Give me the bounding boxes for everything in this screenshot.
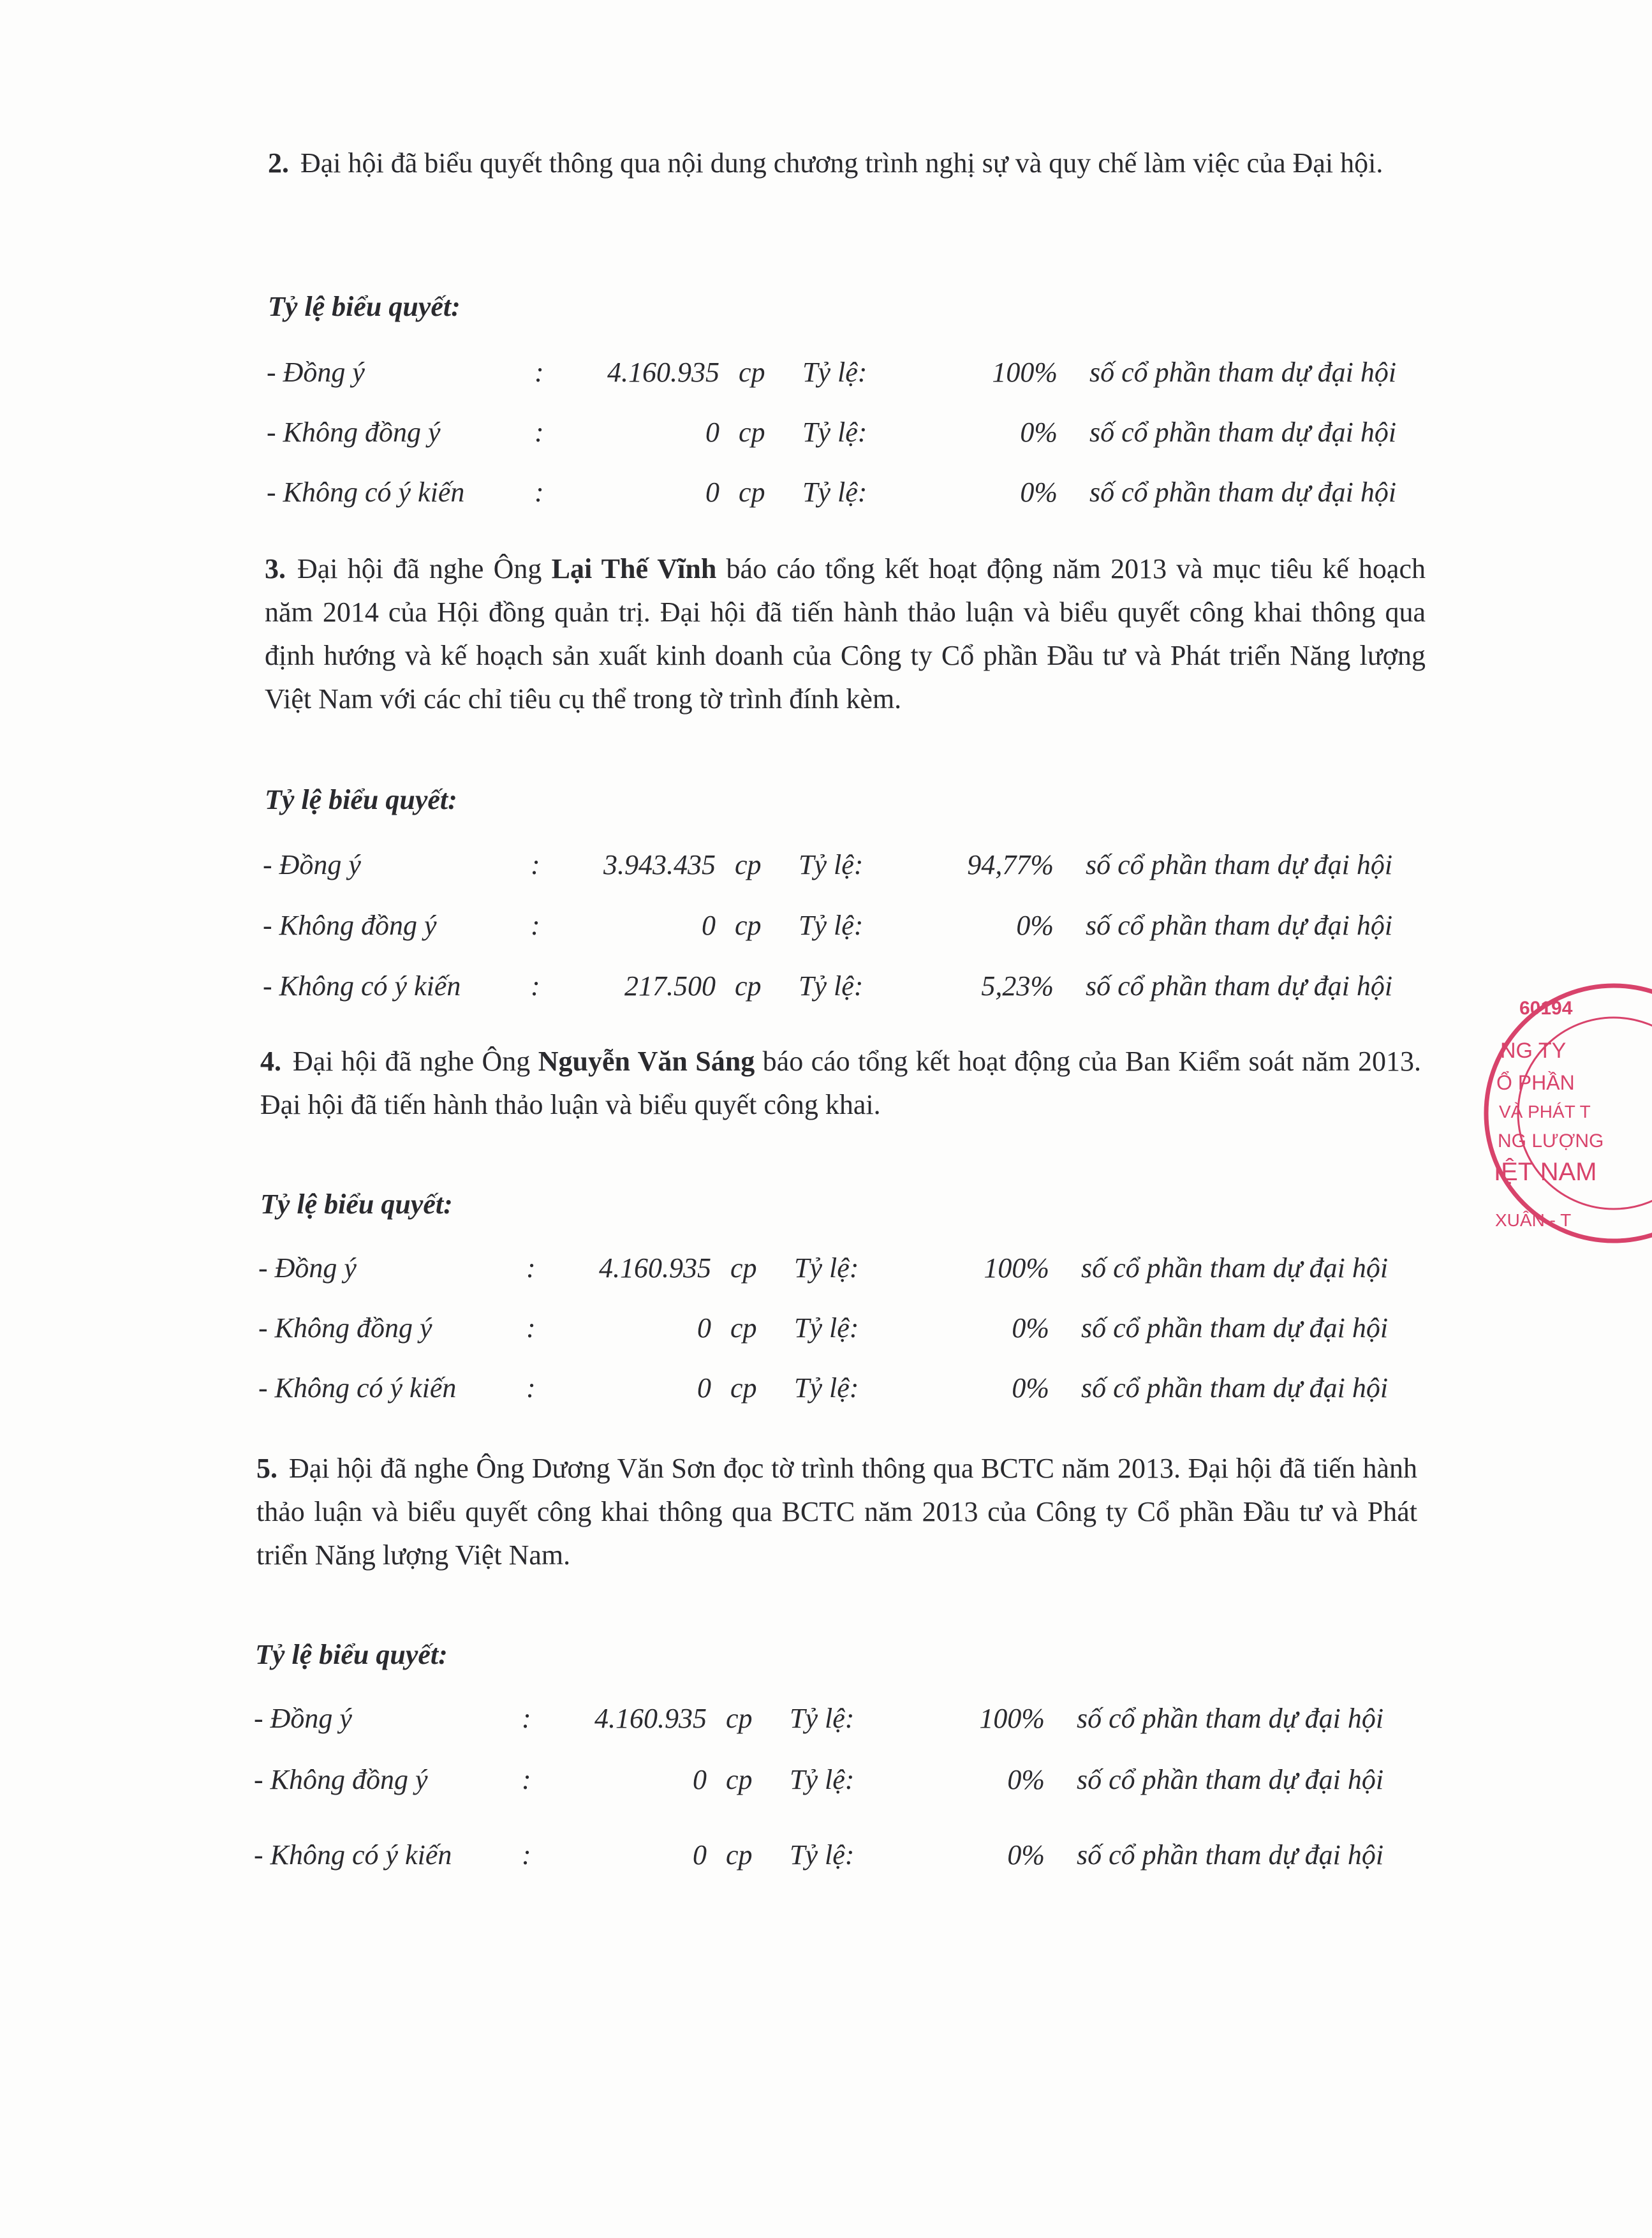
- ratio-value: 5,23%: [981, 970, 1054, 1002]
- svg-text:60194: 60194: [1519, 998, 1573, 1019]
- ratio-value: 0%: [1020, 477, 1058, 508]
- ratio-description: số cổ phần tham dự đại hội: [1077, 1764, 1384, 1795]
- ratio-description: số cổ phần tham dự đại hội: [1081, 1252, 1389, 1284]
- ratio-description: số cổ phần tham dự đại hội: [1086, 910, 1393, 941]
- ratio-value: 0%: [1007, 1839, 1045, 1871]
- share-unit: cp: [735, 910, 762, 941]
- ratio-label: Tỷ lệ:: [802, 417, 867, 448]
- vote-option-label: - Không có ý kiến: [254, 1839, 452, 1871]
- share-count: 0: [705, 477, 719, 508]
- resolution-item-2: [268, 142, 1429, 185]
- vote-option-label: - Đồng ý: [254, 1703, 352, 1734]
- ratio-label: Tỷ lệ:: [799, 970, 864, 1002]
- vote-option-label: - Không đồng ý: [258, 1312, 432, 1344]
- vote-option-label: - Đồng ý: [267, 357, 365, 388]
- ratio-value: 0%: [1020, 417, 1058, 448]
- share-count: 0: [702, 910, 716, 941]
- svg-text:IỆT NAM: IỆT NAM: [1494, 1158, 1597, 1186]
- ratio-description: số cổ phần tham dự đại hội: [1081, 1312, 1389, 1344]
- ratio-description: số cổ phần tham dự đại hội: [1077, 1703, 1384, 1734]
- ratio-value: 0%: [1016, 910, 1054, 941]
- ratio-value: 100%: [984, 1252, 1049, 1284]
- item-text: Đại hội đã nghe Ông Dương Văn Sơn đọc tờ trình thông qua BCTC năm 2013. Đại hội đã tiến hành thảo luận và biểu quyết công khai thông qua BCTC năm 2013 của Công ty Cổ phần Đầu tư và Phát triển Năng lượng Việt Nam.: [256, 1453, 1417, 1571]
- item-text: Đại hội đã biểu quyết thông qua nội dung chương trình nghị sự và quy chế làm việc của Đại hội.: [300, 147, 1383, 179]
- ratio-label: Tỷ lệ:: [799, 849, 864, 880]
- ratio-label: Tỷ lệ:: [790, 1839, 855, 1871]
- ratio-value: 0%: [1012, 1372, 1049, 1404]
- vote-heading: Tỷ lệ biểu quyết:: [260, 1189, 453, 1220]
- ratio-label: Tỷ lệ:: [790, 1703, 855, 1734]
- share-unit: cp: [739, 357, 765, 388]
- share-unit: cp: [739, 477, 765, 508]
- ratio-label: Tỷ lệ:: [794, 1372, 859, 1404]
- share-unit: cp: [730, 1252, 757, 1284]
- share-unit: cp: [726, 1703, 753, 1734]
- vote-option-label: - Không đồng ý: [267, 417, 441, 448]
- item-number: 4.: [260, 1046, 281, 1077]
- svg-text:Ổ PHẦN: Ổ PHẦN: [1496, 1071, 1575, 1094]
- vote-option-label: - Không có ý kiến: [258, 1372, 457, 1404]
- ratio-description: số cổ phần tham dự đại hội: [1086, 849, 1393, 880]
- svg-text:VÀ PHÁT T: VÀ PHÁT T: [1499, 1102, 1591, 1122]
- colon: :: [526, 1252, 536, 1284]
- vote-option-label: - Không có ý kiến: [267, 477, 465, 508]
- resolution-item-4: [260, 1040, 1421, 1127]
- svg-text:NG LƯỢNG: NG LƯỢNG: [1498, 1130, 1604, 1152]
- speaker-name: Lại Thế Vĩnh: [551, 553, 717, 584]
- svg-text:NG TY: NG TY: [1500, 1039, 1567, 1063]
- ratio-description: số cổ phần tham dự đại hội: [1086, 970, 1393, 1002]
- share-unit: cp: [730, 1372, 757, 1404]
- company-seal-stamp: [1486, 976, 1604, 1250]
- vote-option-label: - Không có ý kiến: [263, 970, 461, 1002]
- vote-option-label: - Đồng ý: [258, 1252, 357, 1284]
- ratio-value: 0%: [1012, 1312, 1049, 1344]
- item-text-pre: Đại hội đã nghe Ông: [293, 1046, 538, 1077]
- vote-option-label: - Không đồng ý: [263, 910, 437, 941]
- ratio-value: 100%: [992, 357, 1058, 388]
- ratio-description: số cổ phần tham dự đại hội: [1089, 357, 1397, 388]
- colon: :: [535, 417, 544, 448]
- colon: :: [531, 970, 540, 1002]
- colon: :: [522, 1839, 531, 1871]
- share-count: 0: [697, 1312, 711, 1344]
- share-unit: cp: [726, 1764, 753, 1795]
- ratio-description: số cổ phần tham dự đại hội: [1089, 477, 1397, 508]
- vote-heading: Tỷ lệ biểu quyết:: [265, 784, 457, 815]
- vote-option-label: - Đồng ý: [263, 849, 361, 880]
- item-number: 2.: [268, 147, 289, 179]
- ratio-label: Tỷ lệ:: [790, 1764, 855, 1795]
- share-unit: cp: [735, 970, 762, 1002]
- share-count: 0: [697, 1372, 711, 1404]
- ratio-value: 94,77%: [967, 849, 1054, 880]
- vote-heading: Tỷ lệ biểu quyết:: [255, 1639, 448, 1670]
- speaker-name: Nguyễn Văn Sáng: [538, 1046, 755, 1077]
- colon: :: [522, 1703, 531, 1734]
- share-count: 3.943.435: [603, 849, 716, 880]
- svg-text:XUÂN - T: XUÂN - T: [1495, 1210, 1572, 1230]
- share-count: 4.160.935: [607, 357, 719, 388]
- item-number: 3.: [265, 553, 286, 584]
- item-text-post: báo cáo tổng kết hoạt động của Ban Kiểm soát năm 2013. Đại hội đã tiến hành thảo luận và biểu quyết công khai.: [260, 1046, 1422, 1120]
- vote-heading: Tỷ lệ biểu quyết:: [268, 291, 461, 322]
- share-unit: cp: [735, 849, 762, 880]
- vote-option-label: - Không đồng ý: [254, 1764, 428, 1795]
- ratio-label: Tỷ lệ:: [794, 1312, 859, 1344]
- share-unit: cp: [730, 1312, 757, 1344]
- ratio-value: 0%: [1007, 1764, 1045, 1795]
- item-text-pre: Đại hội đã nghe Ông: [297, 553, 552, 584]
- ratio-label: Tỷ lệ:: [794, 1252, 859, 1284]
- colon: :: [531, 910, 540, 941]
- share-count: 217.500: [624, 970, 716, 1002]
- ratio-label: Tỷ lệ:: [802, 477, 867, 508]
- colon: :: [531, 849, 540, 880]
- ratio-description: số cổ phần tham dự đại hội: [1081, 1372, 1389, 1404]
- ratio-value: 100%: [979, 1703, 1045, 1734]
- share-count: 4.160.935: [599, 1252, 711, 1284]
- colon: :: [526, 1372, 536, 1404]
- share-count: 4.160.935: [594, 1703, 707, 1734]
- colon: :: [535, 357, 544, 388]
- share-count: 0: [705, 417, 719, 448]
- share-unit: cp: [739, 417, 765, 448]
- ratio-label: Tỷ lệ:: [799, 910, 864, 941]
- share-unit: cp: [726, 1839, 753, 1871]
- share-count: 0: [693, 1839, 707, 1871]
- colon: :: [522, 1764, 531, 1795]
- share-count: 0: [693, 1764, 707, 1795]
- ratio-description: số cổ phần tham dự đại hội: [1089, 417, 1397, 448]
- ratio-description: số cổ phần tham dự đại hội: [1077, 1839, 1384, 1871]
- colon: :: [526, 1312, 536, 1344]
- resolution-item-5: [256, 1447, 1417, 1577]
- resolution-item-3: [265, 547, 1426, 721]
- item-number: 5.: [256, 1453, 277, 1484]
- item-text-post: báo cáo tổng kết hoạt động năm 2013 và mục tiêu kế hoạch năm 2014 của Hội đồng quản trị. Đại hội đã tiến hành thảo luận và biểu quyết công khai thông qua định hướng và kế hoạch sản xuất kinh doanh của Công ty Cổ phần Đầu tư và Phát triển Năng lượng Việt Nam với các chỉ tiêu cụ thể trong tờ trình đính kèm.: [265, 553, 1426, 715]
- ratio-label: Tỷ lệ:: [802, 357, 867, 388]
- colon: :: [535, 477, 544, 508]
